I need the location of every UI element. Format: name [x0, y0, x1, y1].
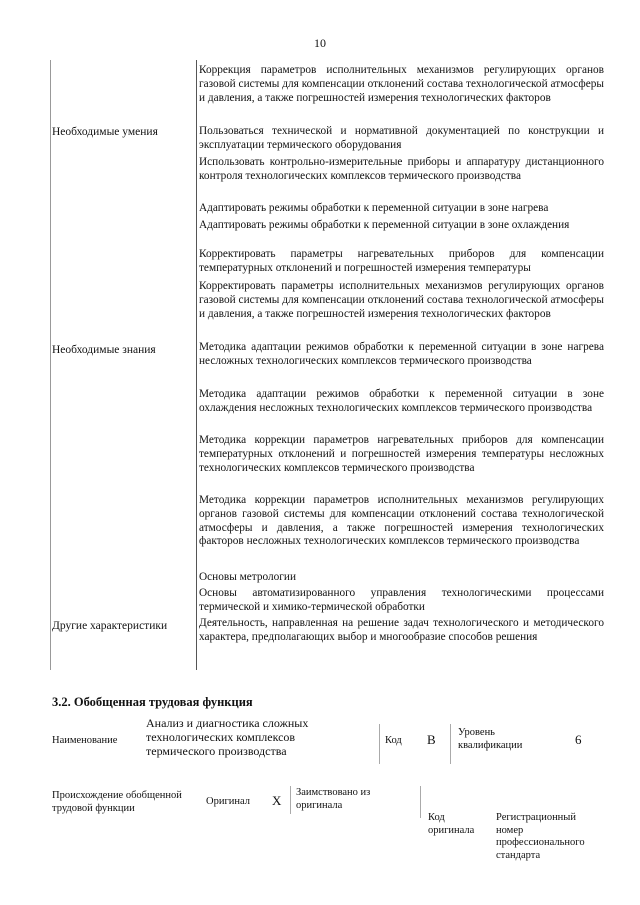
table-cell: Использовать контрольно-измерительные приборы и аппаратуру дистанционного контроля технологических комплексов термического производства [199, 156, 604, 182]
level-value: 6 [575, 732, 582, 747]
table-cell: Адаптировать режимы обработки к переменной ситуации в зоне нагрева [199, 202, 549, 214]
table-cell: Пользоваться технической и нормативной документацией по конструкции и эксплуатации термического оборудования [199, 125, 604, 151]
table-cell: Основы метрологии [199, 571, 297, 583]
origin-label: Происхождение обобщенной трудовой функции [52, 790, 182, 814]
reg-number-label: Регистрационный номер профессионального стандарта [496, 812, 585, 861]
table-cell: Методика адаптации режимов обработки к переменной ситуации в зоне нагрева несложных технологических комплексов термического производства [199, 341, 604, 367]
code-value: В [427, 732, 436, 747]
page-number: 10 [314, 36, 326, 50]
code-original-divider [420, 786, 421, 818]
level-divider [450, 724, 451, 764]
code-original-label: Код оригинала [428, 812, 475, 836]
borrowed-label: Заимствовано из оригинала [296, 787, 371, 811]
table-left-border [50, 60, 51, 670]
row-label-other: Другие характеристики [52, 620, 168, 632]
code-label: Код [385, 735, 402, 746]
borrowed-divider [290, 786, 291, 814]
table-cell: Коррекция параметров исполнительных механизмов регулирующих органов газовой системы для компенсации отклонений состава технологической атмосферы и давления, а также погрешностей измерения технологических факторов [199, 64, 604, 104]
section-title: 3.2. Обобщенная трудовая функция [52, 695, 253, 709]
table-middle-border [196, 60, 197, 670]
row-label-skills: Необходимые умения [52, 126, 158, 138]
table-cell: Методика коррекции параметров исполнительных механизмов регулирующих органов газовой системы для компенсации отклонений состава технологической атмосферы и давления, а также погрешностей измерения технологических факторов несложных технологических комплексов термического производства [199, 494, 604, 548]
table-cell: Методика адаптации режимов обработки к переменной ситуации в зоне охлаждения несложных технологических комплексов термического производства [199, 388, 604, 414]
code-divider [379, 724, 380, 764]
original-mark: Х [272, 793, 282, 808]
table-cell: Основы автоматизированного управления технологическими процессами термической и химико-термической обработки [199, 587, 604, 613]
name-value: Анализ и диагностика сложных технологических комплексов термического производства [146, 716, 309, 758]
table-cell: Методика коррекции параметров нагревательных приборов для компенсации температурных отклонений и погрешностей измерения температуры несложных технологических комплексов термического производства [199, 434, 604, 474]
table-cell: Корректировать параметры исполнительных механизмов регулирующих органов газовой системы для компенсации отклонений состава технологической атмосферы и давления, а также погрешностей измерения технологических факторов [199, 280, 604, 320]
table-cell: Адаптировать режимы обработки к переменной ситуации в зоне охлаждения [199, 219, 570, 231]
table-cell: Деятельность, направленная на решение задач технологического и методического характера, предполагающих выбор и многообразие способов решения [199, 617, 604, 643]
row-label-knowledge: Необходимые знания [52, 344, 156, 356]
table-cell: Корректировать параметры нагревательных приборов для компенсации температурных отклонений и погрешностей измерения температуры [199, 248, 604, 274]
name-label: Наименование [52, 735, 118, 746]
level-label: Уровень квалификации [458, 727, 523, 751]
original-label: Оригинал [206, 796, 250, 807]
